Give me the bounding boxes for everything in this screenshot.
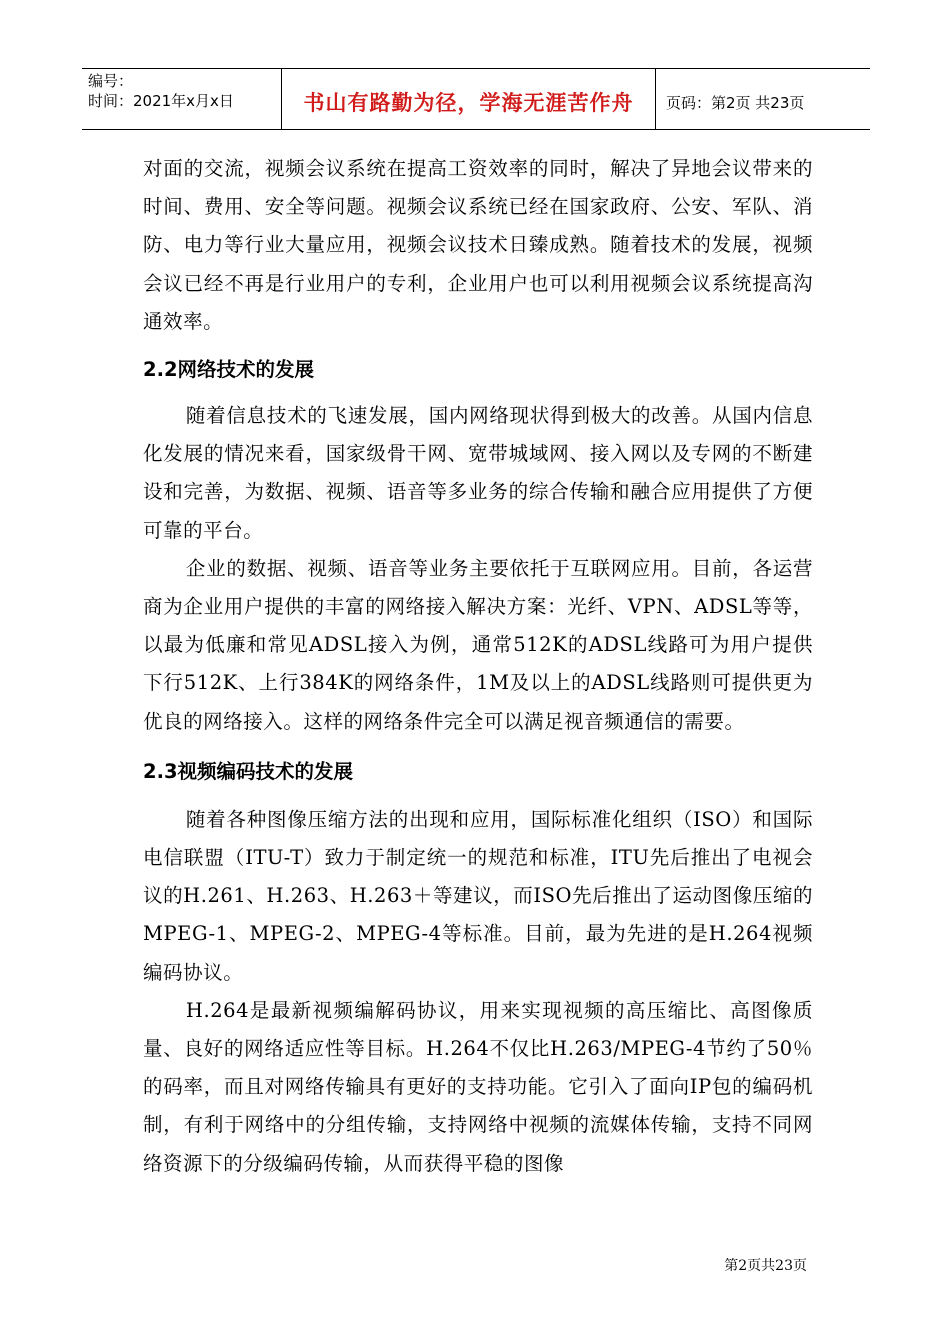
- page-header: [82, 68, 870, 130]
- header-date-label: 时间：2021年x月x日: [88, 92, 234, 110]
- paragraph-intro: 对面的交流，视频会议系统在提高工资效率的同时，解决了异地会议带来的时间、费用、安全等问题。视频会议系统已经在国家政府、公安、军队、消防、电力等行业大量应用，视频会议技术日臻成熟。随着技术的发展，视频会议已经不再是行业用户的专利，企业用户也可以利用视频会议系统提高沟通效率。: [143, 157, 813, 333]
- header-meta-cell: [82, 69, 282, 129]
- document-body: [143, 150, 813, 1183]
- header-motto: 书山有路勤为径，学海无涯苦作舟: [282, 69, 656, 129]
- page-footer-number: 第2页共23页: [724, 1258, 807, 1274]
- section-2-2-heading: 2.2网络技术的发展: [143, 358, 315, 382]
- header-code-label: 编号：: [88, 72, 134, 90]
- header-page-label: 页码：第2页 共23页: [666, 93, 805, 112]
- section-2-2-paragraph-2: 企业的数据、视频、语音等业务主要依托于互联网应用。目前，各运营商为企业用户提供的丰富的网络接入解决方案：光纤、VPN、ADSL等等，以最为低廉和常见ADSL接入为例，通常512K的ADSL线路可为用户提供下行512K、上行384K的网络条件，1M及以上的ADSL线路则可提供更为优良的网络接入。这样的网络条件完全可以满足视音频通信的需要。: [143, 556, 813, 733]
- section-2-3-paragraph-2: H.264是最新视频编解码协议，用来实现视频的高压缩比、高图像质量、良好的网络适应性等目标。H.264不仅比H.263/MPEG-4节约了50％的码率，而且对网络传输具有更好的支持功能。它引入了面向IP包的编码机制，有利于网络中的分组传输，支持网络中视频的流媒体传输，支持不同网络资源下的分级编码传输，从而获得平稳的图像: [143, 998, 813, 1175]
- section-2-3-paragraph-1: 随着各种图像压缩方法的出现和应用，国际标准化组织（ISO）和国际电信联盟（ITU-T）致力于制定统一的规范和标准，ITU先后推出了电视会议的H.261、H.263、H.263＋等建议，而ISO先后推出了运动图像压缩的MPEG-1、MPEG-2、MPEG-4等标准。目前，最为先进的是H.264视频编码协议。: [143, 807, 813, 984]
- section-2-2-paragraph-1: 随着信息技术的飞速发展，国内网络现状得到极大的改善。从国内信息化发展的情况来看，国家级骨干网、宽带城域网、接入网以及专网的不断建设和完善，为数据、视频、语音等多业务的综合传输和融合应用提供了方便可靠的平台。: [143, 404, 813, 542]
- section-2-3-heading: 2.3视频编码技术的发展: [143, 759, 354, 783]
